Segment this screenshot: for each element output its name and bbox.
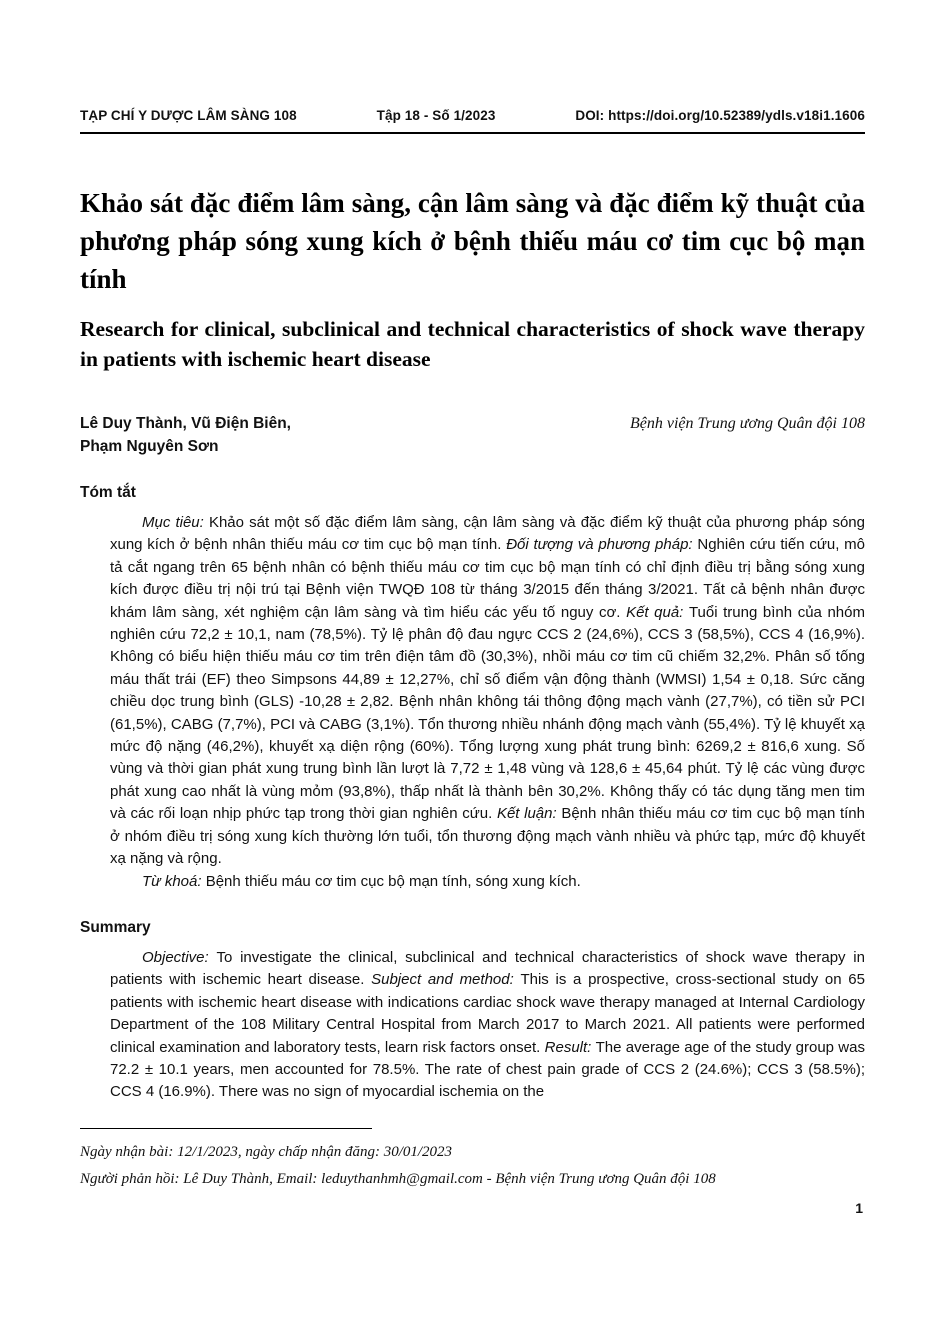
- authors-line-2: Phạm Nguyên Sơn: [80, 438, 219, 455]
- title-vietnamese: Khảo sát đặc điểm lâm sàng, cận lâm sàng và đặc điểm kỹ thuật của phương pháp sóng xung kích ở bệnh thiếu máu cơ tim cục bộ mạn tính: [80, 188, 865, 294]
- summary-heading: Summary: [80, 918, 151, 936]
- issue-info: Tập 18 - Số 1/2023: [376, 108, 496, 123]
- authors-line-1: Lê Duy Thành, Vũ Điện Biên,: [80, 415, 291, 432]
- authors-row: [80, 412, 865, 458]
- summary-paragraph: Objective: To investigate the clinical, subclinical and technical characteristics of shock wave therapy in patients with ischemic heart disease. Subject and method: This is a prospective, cross-sectional study on 65 patients with ischemic heart disease with indications cardiac shock wave therapy managed at Internal Cardiology Department of the 108 Military Central Hospital from March 2017 to March 2021. All patients were performed clinical examination and laboratory tests, learn risk factors onset. Result: The average age of the study group was 72.2 ± 10.1 years, men accounted for 78.5%. The rate of chest pain grade of CCS 2 (24.6%); CCS 3 (58.5%); CCS 4 (16.9%). There was no sign of myocardial ischemia on the: [110, 948, 865, 1101]
- footnote-separator: [80, 1128, 372, 1129]
- page-number: 1: [855, 1200, 863, 1216]
- title-english: Research for clinical, subclinical and technical characteristics of shock wave therapy in patients with ischemic heart disease: [80, 317, 865, 371]
- authors-block: [80, 412, 291, 458]
- keywords-line: Từ khoá: Bệnh thiếu máu cơ tim cục bộ mạn tính, sóng xung kích.: [142, 872, 581, 890]
- doi-text: DOI: https://doi.org/10.52389/ydls.v18i1.1606: [575, 108, 865, 123]
- journal-name: TẠP CHÍ Y DƯỢC LÂM SÀNG 108: [80, 108, 297, 123]
- footnote-block: [80, 1128, 866, 1193]
- correspondence-line: Người phản hồi: Lê Duy Thành, Email: leduythanhmh@gmail.com - Bệnh viện Trung ương Quân đội 108: [80, 1171, 716, 1187]
- abstract-paragraph: Mục tiêu: Khảo sát một số đặc điểm lâm sàng, cận lâm sàng và đặc điểm kỹ thuật của phương pháp sóng xung kích ở bệnh nhân thiếu máu cơ tim cục bộ mạn tính. Đối tượng và phương pháp: Nghiên cứu tiến cứu, mô tả cắt ngang trên 65 bệnh nhân có bệnh thiếu máu cơ tim cục bộ mạn tính có chỉ định điều trị bằng sóng xung kích được điều trị nội trú tại Bệnh viện TWQĐ 108 từ tháng 3/2015 đến tháng 3/2021. Tất cả bệnh nhân được khám lâm sàng, xét nghiệm cận lâm sàng và tìm hiểu các yếu tố nguy cơ. Kết quả: Tuổi trung bình của nhóm nghiên cứu 72,2 ± 10,1, nam (78,5%). Tỷ lệ phân độ đau ngực CCS 2 (24,6%), CCS 3 (58,5%), CCS 4 (16,9%). Không có biểu hiện thiếu máu cơ tim trên điện tâm đồ (30,3%), nhồi máu cơ tim cũ chiếm 32,2%. Phân số tống máu thất trái (EF) theo Simpsons 44,89 ± 12,27%, chỉ số điểm vận động thành (WMSI) 1,54 ± 0,18. Sức căng chiều dọc trung bình (GLS) -10,28 ± 2,82. Bệnh nhân không tái thông động mạch vành (27,7%), có tiền sử PCI (61,5%), CABG (7,7%), PCI và CABG (3,1%). Tổn thương nhiều nhánh động mạch vành (55,4%). Tỷ lệ khuyết xạ mức độ nặng (46,2%), khuyết xạ diện rộng (60%). Tổng lượng xung phát trung bình: 6269,2 ± 816,6 xung. Số vùng và thời gian phát xung trung bình lần lượt là 7,72 ± 1,48 vùng và 128,6 ± 45,64 phút. Tỷ lệ các vùng được phát xung cao nhất là vùng mỏm (93,8%), thấp nhất là thành bên 30,2%. Không thấy có tác dụng tăng men tim và các rối loạn nhịp phức tạp trong thời gian nghiên cứu. Kết luận: Bệnh nhân thiếu máu cơ tim cục bộ mạn tính ở nhóm điều trị sóng xung kích thường lớn tuổi, tổn thương động mạch vành nhiều và phức tạp, mức độ khuyết xạ nặng và rộng.: [110, 514, 865, 868]
- affiliation: Bệnh viện Trung ương Quân đội 108: [629, 415, 865, 432]
- page-header: [80, 108, 865, 134]
- received-dates-line: Ngày nhận bài: 12/1/2023, ngày chấp nhận đăng: 30/01/2023: [80, 1144, 453, 1160]
- abstract-heading: Tóm tắt: [80, 484, 136, 501]
